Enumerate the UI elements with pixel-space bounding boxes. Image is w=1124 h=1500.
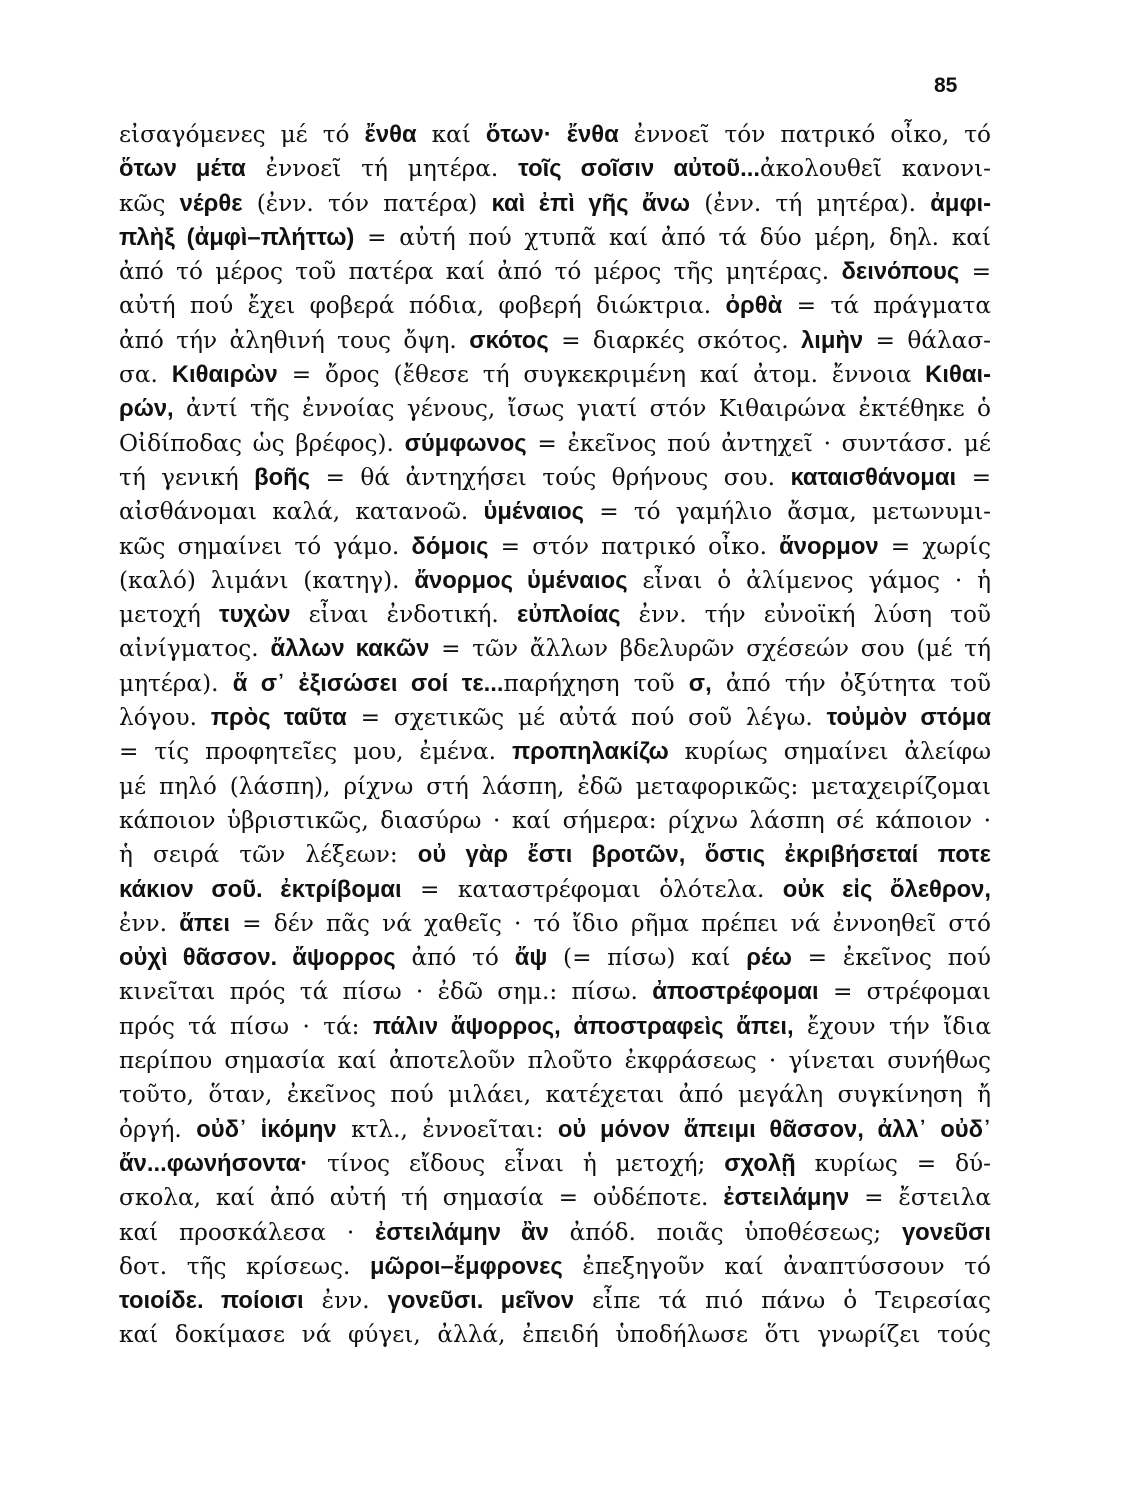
- text-line: [119, 1044, 991, 1078]
- lemma-term: γονεῦσι: [901, 1218, 991, 1246]
- text-line: [119, 838, 991, 872]
- lemma-term: εὐπλοίας: [516, 601, 621, 629]
- lemma-term: ἀποστρέφομαι: [652, 978, 819, 1006]
- lemma-term: πρὸς ταῦτα: [210, 704, 347, 732]
- gloss-text: λόγου.: [119, 704, 211, 732]
- gloss-text: αὐτή πού ἔχει φοβερά πόδια, φοβερή διώκτρια.: [119, 292, 726, 320]
- lemma-term: ἀμφι-: [930, 189, 991, 217]
- lemma-term: σχολῇ: [724, 1149, 796, 1177]
- lemma-term: προπηλακίζω: [511, 738, 669, 766]
- text-line: [119, 735, 991, 769]
- text-line: [119, 770, 991, 804]
- gloss-text: εἰσαγόμενες μέ τό: [119, 121, 365, 148]
- text-line: [119, 358, 991, 392]
- gloss-text: = ἔστειλα: [849, 1184, 991, 1212]
- text-line: [119, 1113, 991, 1147]
- text-line: [119, 1181, 991, 1215]
- text-line: [119, 392, 991, 426]
- lemma-term: ἄνορμος ὑμέναιος: [414, 566, 628, 594]
- lemma-term: ἔνθα: [364, 121, 417, 148]
- lemma-term: οὐχὶ θᾶσσον. ἄψορρος: [119, 944, 396, 972]
- lemma-term: καὶ ἐπὶ γῆς ἄνω: [491, 189, 690, 217]
- gloss-text: = τίς προφητεῖες μου, ἐμένα.: [119, 738, 512, 766]
- gloss-text: αἰνίγματος.: [119, 635, 271, 663]
- gloss-text: αἰσθάνομαι καλά, κατανοῶ.: [119, 498, 484, 526]
- gloss-text: εἶναι ἐνδοτική.: [290, 601, 517, 629]
- gloss-text: = τῶν ἄλλων βδελυρῶν σχέσεών σου (μέ τή: [429, 635, 991, 663]
- gloss-text: =: [959, 258, 992, 286]
- lemma-term: πλὴξ (ἀμφὶ–πλήττω): [119, 223, 355, 251]
- lemma-term: ἄνορμον: [779, 532, 879, 560]
- text-line: [119, 975, 991, 1009]
- lemma-term: ὑμέναιος: [483, 498, 585, 526]
- gloss-text: τή γενική: [119, 463, 255, 491]
- lemma-term: ὀρθὰ: [725, 292, 783, 320]
- gloss-text: ἀκολουθεῖ κανονι-: [759, 155, 991, 183]
- text-line: [119, 564, 991, 598]
- text-line: [119, 667, 991, 701]
- gloss-text: κτλ., ἐννοεῖται:: [336, 1115, 558, 1143]
- text-line: [119, 804, 991, 838]
- lemma-term: Κιθαι-: [925, 361, 991, 389]
- gloss-text: μητέρα).: [119, 669, 233, 697]
- gloss-text: καί προσκάλεσα ·: [119, 1218, 375, 1246]
- gloss-text: Οἰδίποδας ὡς βρέφος).: [119, 429, 405, 457]
- text-line: [119, 1010, 991, 1044]
- gloss-text: δοτ. τῆς κρίσεως.: [119, 1252, 370, 1280]
- lemma-term: ὅτων·: [485, 121, 552, 148]
- lemma-term: λιμὴν: [800, 326, 864, 354]
- gloss-text: ὀργή.: [119, 1115, 197, 1143]
- gloss-text: ἐννοεῖ τόν πατρικό οἶκο, τό: [618, 121, 992, 148]
- gloss-text: κῶς: [119, 189, 180, 217]
- lemma-term: ρέω: [746, 944, 792, 972]
- gloss-text: σκολα, καί ἀπό αὐτή τή σημασία = οὐδέποτε.: [119, 1184, 724, 1212]
- lemma-term: ἐστειλάμην: [723, 1184, 850, 1212]
- gloss-text: εἶπε τά πιό πάνω ὁ Τειρεσίας: [574, 1287, 991, 1315]
- page-number: 85: [934, 74, 958, 97]
- lemma-term: οὐδ᾽ ἱκόμην: [196, 1115, 337, 1143]
- gloss-text: καί δοκίμασε νά φύγει, ἀλλά, ἐπειδή ὑποδήλωσε ὅτι γνωρίζει τούς: [119, 1321, 991, 1349]
- text-line: [119, 941, 991, 975]
- gloss-text: = χωρίς: [878, 532, 991, 560]
- lemma-term: σκότος: [469, 326, 549, 354]
- text-line: [119, 461, 991, 495]
- gloss-text: ἐνν.: [303, 1287, 388, 1315]
- lemma-term: ἔνθα: [566, 121, 619, 148]
- gloss-text: τοῦτο, ὅταν, ἐκεῖνος πού μιλάει, κατέχεται ἀπό μεγάλη συγκίνηση ἤ: [119, 1081, 991, 1109]
- gloss-text: = στρέφομαι: [818, 978, 991, 1006]
- gloss-text: σα.: [119, 361, 172, 389]
- gloss-text: τίνος εἴδους εἶναι ἡ μετοχή;: [308, 1149, 725, 1177]
- gloss-text: εἶναι ὁ ἀλίμενος γάμος · ἡ: [627, 566, 991, 594]
- gloss-text: ἐνν. τήν εὐνοϊκή λύση τοῦ: [620, 601, 992, 629]
- text-line: [119, 255, 991, 289]
- gloss-text: κινεῖται πρός τά πίσω · ἐδῶ σημ.: πίσω.: [119, 978, 653, 1006]
- text-line: [119, 118, 991, 152]
- gloss-text: κυρίως = δύ-: [795, 1149, 991, 1177]
- lemma-term: ρών,: [119, 395, 174, 423]
- text-line: [119, 1216, 991, 1250]
- lemma-term: ἄλλων κακῶν: [270, 635, 430, 663]
- gloss-text: = ἐκεῖνος πού ἀντηχεῖ · συντάσσ. μέ: [526, 429, 991, 457]
- gloss-text: = θάλασ-: [863, 326, 992, 354]
- gloss-text: (ἐνν. τή μητέρα).: [689, 189, 931, 217]
- gloss-text: (= πίσω) καί: [547, 944, 747, 972]
- gloss-text: μετοχή: [119, 601, 219, 629]
- gloss-text: ἡ σειρά τῶν λέξεων:: [119, 841, 418, 869]
- text-line: [119, 152, 991, 186]
- gloss-text: = ὄρος (ἔθεσε τή συγκεκριμένη καί ἀτομ. ἔννοια: [277, 361, 926, 389]
- gloss-text: = ἐκεῖνος πού: [791, 944, 991, 972]
- text-line: [119, 289, 991, 323]
- gloss-text: κάποιον ὑβριστικῶς, διασύρω · καί σήμερα: ρίχνω λάσπη σέ κάποιον ·: [119, 806, 991, 834]
- lemma-term: οὐκ εἰς ὄλεθρον,: [782, 875, 992, 903]
- lemma-term: δεινόπους: [841, 258, 960, 286]
- gloss-text: ἔχουν τήν ἴδια: [793, 1012, 991, 1040]
- gloss-text: παρήχηση τοῦ: [503, 669, 689, 697]
- lemma-term: ἅ σ᾽ ἐξισώσει σοί τε...: [232, 669, 504, 697]
- lemma-term: κάκιον σοῦ. ἐκτρίβομαι: [119, 875, 402, 903]
- lemma-term: τοιοίδε. ποίοισι: [119, 1287, 304, 1315]
- gloss-text: κῶς σημαίνει τό γάμο.: [119, 532, 412, 560]
- gloss-text: καί: [416, 121, 486, 148]
- gloss-text: = δέν πᾶς νά χαθεῖς · τό ἴδιο ρῆμα πρέπει νά ἐννοηθεῖ στό: [229, 909, 991, 937]
- gloss-text: [552, 121, 567, 148]
- text-line: [119, 1078, 991, 1112]
- text-line: [119, 324, 991, 358]
- text-line: [119, 907, 991, 941]
- lemma-term: σύμφωνος: [404, 429, 527, 457]
- lemma-term: νέρθε: [179, 189, 243, 217]
- text-line: [119, 427, 991, 461]
- text-line: [119, 632, 991, 666]
- text-line: [119, 530, 991, 564]
- lemma-term: δόμοις: [411, 532, 489, 560]
- text-line: [119, 1318, 991, 1352]
- lemma-term: ἄπει: [179, 909, 230, 937]
- gloss-text: περίπου σημασία καί ἀποτελοῦν πλοῦτο ἐκφράσεως · γίνεται συνήθως: [119, 1047, 991, 1075]
- gloss-text: = καταστρέφομαι ὁλότελα.: [401, 875, 783, 903]
- lemma-term: ἐστειλάμην ἂν: [374, 1218, 549, 1246]
- text-line: [119, 873, 991, 907]
- text-line: [119, 1284, 991, 1318]
- lemma-term: ὅτων μέτα: [119, 155, 246, 183]
- gloss-text: = τά πράγματα: [782, 292, 991, 320]
- gloss-text: = στόν πατρικό οἶκο.: [488, 532, 780, 560]
- lemma-term: τυχὼν: [218, 601, 291, 629]
- lemma-term: τοὐμὸν στόμα: [826, 704, 991, 732]
- lemma-term: οὐ γὰρ ἔστι βροτῶν, ὅστις ἐκριβήσεταί ποτε: [417, 841, 991, 869]
- gloss-text: = τό γαμήλιο ἄσμα, μετωνυμι-: [584, 498, 991, 526]
- gloss-text: ἐνν.: [119, 909, 180, 937]
- gloss-text: ἀπό τήν ὀξύτητα τοῦ: [711, 669, 991, 697]
- lemma-term: τοῖς σοῖσιν αὐτοῦ...: [518, 155, 760, 183]
- text-line: [119, 1250, 991, 1284]
- lemma-term: οὐ μόνον ἄπειμι θᾶσσον, ἀλλ᾽ οὐδ᾽: [557, 1115, 992, 1143]
- gloss-text: κυρίως σημαίνει ἀλείφω: [668, 738, 991, 766]
- gloss-text: ἀπό τό: [395, 944, 515, 972]
- lemma-term: σ,: [688, 669, 712, 697]
- lemma-term: καταισθάνομαι: [790, 463, 957, 491]
- lemma-term: ἄν...φωνήσοντα·: [119, 1149, 309, 1177]
- gloss-text: μέ πηλό (λάσπη), ρίχνω στή λάσπη, ἐδῶ μεταφορικῶς: μεταχειρίζομαι: [119, 772, 991, 800]
- gloss-text: ἀπόδ. ποιᾶς ὑποθέσεως;: [548, 1218, 902, 1246]
- gloss-text: = αὐτή πού χτυπᾶ καί ἀπό τά δύο μέρη, δηλ. καί: [354, 223, 991, 251]
- lemma-term: Κιθαιρὼν: [171, 361, 278, 389]
- gloss-text: πρός τά πίσω · τά:: [119, 1012, 373, 1040]
- gloss-text: =: [956, 463, 991, 491]
- lemma-term: πάλιν ἄψορρος, ἀποστραφεὶς ἄπει,: [372, 1012, 794, 1040]
- gloss-text: ἀντί τῆς ἐννοίας γένους, ἴσως γιατί στόν Κιθαιρώνα ἐκτέθηκε ὁ: [173, 395, 991, 423]
- lemma-term: ἄψ: [514, 944, 548, 972]
- text-line: [119, 221, 991, 255]
- text-line: [119, 598, 991, 632]
- lemma-term: γονεῦσι. μεῖνον: [387, 1287, 575, 1315]
- gloss-text: ἀπό τήν ἀληθινή τους ὄψη.: [119, 326, 470, 354]
- gloss-text: = σχετικῶς μέ αὐτά πού σοῦ λέγω.: [346, 704, 827, 732]
- text-line: [119, 701, 991, 735]
- gloss-text: ἐννοεῖ τή μητέρα.: [245, 155, 519, 183]
- lemma-term: μῶροι–ἔμφρονες: [369, 1252, 563, 1280]
- text-line: [119, 1147, 991, 1181]
- gloss-text: ἀπό τό μέρος τοῦ πατέρα καί ἀπό τό μέρος τῆς μητέρας.: [119, 258, 842, 286]
- gloss-text: ἐπεξηγοῦν καί ἀναπτύσσουν τό: [562, 1252, 991, 1280]
- commentary-text: [119, 118, 991, 1353]
- gloss-text: (ἐνν. τόν πατέρα): [242, 189, 492, 217]
- text-line: [119, 495, 991, 529]
- gloss-text: = θά ἀντηχήσει τούς θρήνους σου.: [310, 463, 791, 491]
- lemma-term: βοῆς: [254, 463, 311, 491]
- gloss-text: (καλό) λιμάνι (κατηγ).: [119, 566, 415, 594]
- gloss-text: = διαρκές σκότος.: [548, 326, 801, 354]
- text-line: [119, 187, 991, 221]
